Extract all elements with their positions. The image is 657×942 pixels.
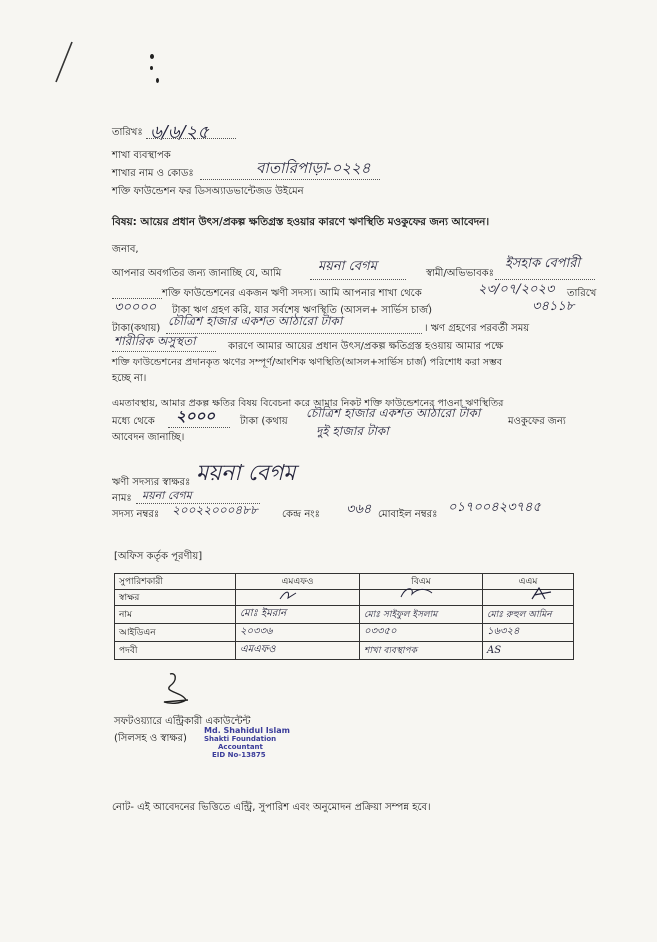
table-cell: AS (483, 642, 574, 660)
accountant-line-2: (সিলসহ ও স্বাক্ষর) (114, 733, 187, 744)
stamp-org: Shakti Foundation (204, 735, 277, 743)
paragraph-2-line-2-mid: টাকা (কথায় (240, 416, 288, 427)
branch-value: বাতারিপাড়া-০২২৪ (256, 159, 371, 177)
outstanding-amount: ৩৪১১৮ (532, 299, 575, 314)
member-id-value: ২০০২২০০০৪৮৮ (172, 503, 258, 517)
table-cell: ০৩৩৫০ (360, 624, 483, 642)
waive-words-line-1: চৌত্রিশ হাজার একশত আঠারো টাকা (306, 406, 481, 420)
table-header: এএম (483, 574, 574, 590)
waive-words-line-2: দুই হাজার টাকা (316, 424, 389, 438)
table-header: সুপারিশকারী (115, 574, 236, 590)
stamp-id: EID No-13875 (212, 751, 266, 759)
body-line-7-text: হচ্ছে না। (112, 373, 147, 384)
mobile-value: ০১৭০০৪২৩৭৪৫ (448, 500, 541, 515)
ink-spot-decoration (156, 78, 159, 83)
accountant-stamp (204, 727, 290, 759)
loan-amount: ৩০০০০ (114, 300, 157, 315)
body-line-2-text: শক্তি ফাউন্ডেশনের একজন ঋণী সদস্য। আমি আপনার শাখা থেকে (162, 288, 422, 299)
body-line-4-tail: । ঋণ গ্রহণের পরবর্তী সময় (424, 323, 530, 334)
reason-underline (112, 351, 216, 352)
table-header: বিএম (360, 574, 483, 590)
bm-signature-cell (360, 590, 483, 606)
mobile-label: মোবাইল নম্বরঃ (378, 509, 438, 520)
recommendation-table (114, 573, 574, 660)
table-row (115, 606, 574, 624)
row-label: নাম (115, 606, 236, 624)
ink-spot-decoration (150, 66, 153, 70)
table-cell: ২০৩৩৬ (236, 624, 360, 642)
recipient-line: শাখা ব্যবস্থাপক (112, 150, 171, 161)
center-value: ৩৬৪ (346, 502, 372, 517)
date-underline (146, 138, 236, 139)
ink-spot-decoration (150, 54, 154, 59)
table-cell: এমএফও (236, 642, 360, 660)
pen-mark-decoration (50, 38, 80, 88)
table-row (115, 642, 574, 660)
table-cell: মোঃ সাইফুল ইসলাম (360, 606, 483, 624)
bm-signature-mark (398, 584, 438, 600)
body-line-1-prefix: আপনার অবগতির জন্য জানাচ্ছি যে, আমি (112, 268, 282, 279)
paragraph-2-line-2-prefix: মধ্যে থেকে (112, 416, 155, 427)
outstanding-in-words: চৌত্রিশ হাজার একশত আঠারো টাকা (168, 314, 343, 328)
loan-date: ২৩/০৭/২০২৩ (478, 282, 555, 297)
member-signature: ময়না বেগম (196, 461, 296, 486)
center-label: কেন্দ্র নংঃ (282, 509, 320, 520)
paragraph-2-line-3: আবেদন জানাচ্ছি। (112, 432, 185, 443)
row-label: আইডিএন (115, 624, 236, 642)
body-line-5-text: কারণে আমার আয়ের প্রধান উৎস/প্রকল্প ক্ষতিগ্রস্ত হওয়ায় আমার পক্ষে (228, 341, 504, 352)
member-signature-label: ঋণী সদস্যর স্বাক্ষরঃ (112, 477, 191, 488)
damage-reason: শারীরিক অসুস্থতা (114, 334, 196, 348)
subject-line: বিষয়: আয়ের প্রধান উৎস/প্রকল্প ক্ষতিগ্রস্ত হওয়ার কারণে ঋণস্থিতি মওকুফের জন্য আবেদন। (112, 216, 490, 228)
member-id-label: সদস্য নম্বরঃ (112, 509, 160, 520)
row-label: পদবী (115, 642, 236, 660)
stamp-name: Md. Shahidul Islam (204, 726, 290, 735)
table-cell: মোঃ ইমরান (236, 606, 360, 624)
member-name: ময়না বেগম (318, 259, 377, 274)
office-section-title: [অফিস কর্তৃক পূরণীয়] (114, 551, 203, 562)
salutation: জনাব, (112, 244, 139, 255)
body-line-2-tail: তারিখে (567, 288, 597, 299)
guardian-label: স্বামী/অভিভাবকঃ (426, 268, 494, 279)
member-name-field: ময়না বেগম (142, 489, 192, 502)
accountant-signature-mark (156, 670, 196, 710)
am-signature-mark (527, 586, 557, 602)
table-row (115, 590, 574, 606)
mfo-signature-cell (236, 590, 360, 606)
table-header-row (115, 574, 574, 590)
branch-label: শাখার নাম ও কোডঃ (112, 168, 194, 179)
waive-amount: ২০০০ (176, 407, 216, 425)
body-line-4-prefix: টাকা(কথায়) (112, 323, 161, 334)
stamp-role: Accountant (218, 743, 263, 751)
mfo-signature-mark (276, 588, 306, 602)
outstanding-words-underline (166, 333, 422, 334)
table-cell: ১৬৩২৪ (483, 624, 574, 642)
footer-note: নোট- এই আবেদনের ভিত্তিতে এন্ট্রি, সুপারিশ এবং অনুমোদন প্রক্রিয়া সম্পন্ন হবে। (112, 802, 431, 813)
body-line-3-text: টাকা ঋণ গ্রহণ করি, যার সর্বশেষ ঋণস্থিতি (আসল+ সার্ভিস চার্জ) (172, 305, 433, 316)
table-cell: শাখা ব্যবস্থাপক (360, 642, 483, 660)
guardian-name: ইসহাক বেপারী (505, 256, 581, 271)
table-header: এমএফও (236, 574, 360, 590)
member-name-label: নামঃ (112, 493, 132, 504)
am-signature-cell (483, 590, 574, 606)
date-label: তারিখঃ (112, 127, 143, 138)
table-row (115, 624, 574, 642)
paragraph-2-line-1: এমতাবস্থায়, আমার প্রকল্প ক্ষতির বিষয় বিবেচনা করে আমার নিকট শক্তি ফাউন্ডেশনের পাওনা ঋণস্থিতির (112, 398, 504, 409)
member-name-underline (310, 279, 406, 280)
table-cell: মোঃ রুহুল আমিন (483, 606, 574, 624)
organization-line: শক্তি ফাউন্ডেশন ফর ডিসঅ্যাডভান্টেজড উইমেন (112, 186, 304, 197)
body-line-6-text: শক্তি ফাউন্ডেশনের প্রদানকৃত ঋণের সম্পূর্ণ/আংশিক ঋণস্থিতি(আসল+সার্ভিস চার্জ) পরিশোধ করা সম্ভব (112, 357, 503, 368)
paragraph-2-line-2-tail: মওকুফের জন্য (508, 416, 566, 427)
row-label: স্বাক্ষর (115, 590, 236, 606)
date-value: ৬/৬/২৫ (150, 122, 209, 143)
accountant-line-1: সফটওয়্যারে এন্ট্রিকারী একাউন্টেন্ট (114, 716, 251, 727)
